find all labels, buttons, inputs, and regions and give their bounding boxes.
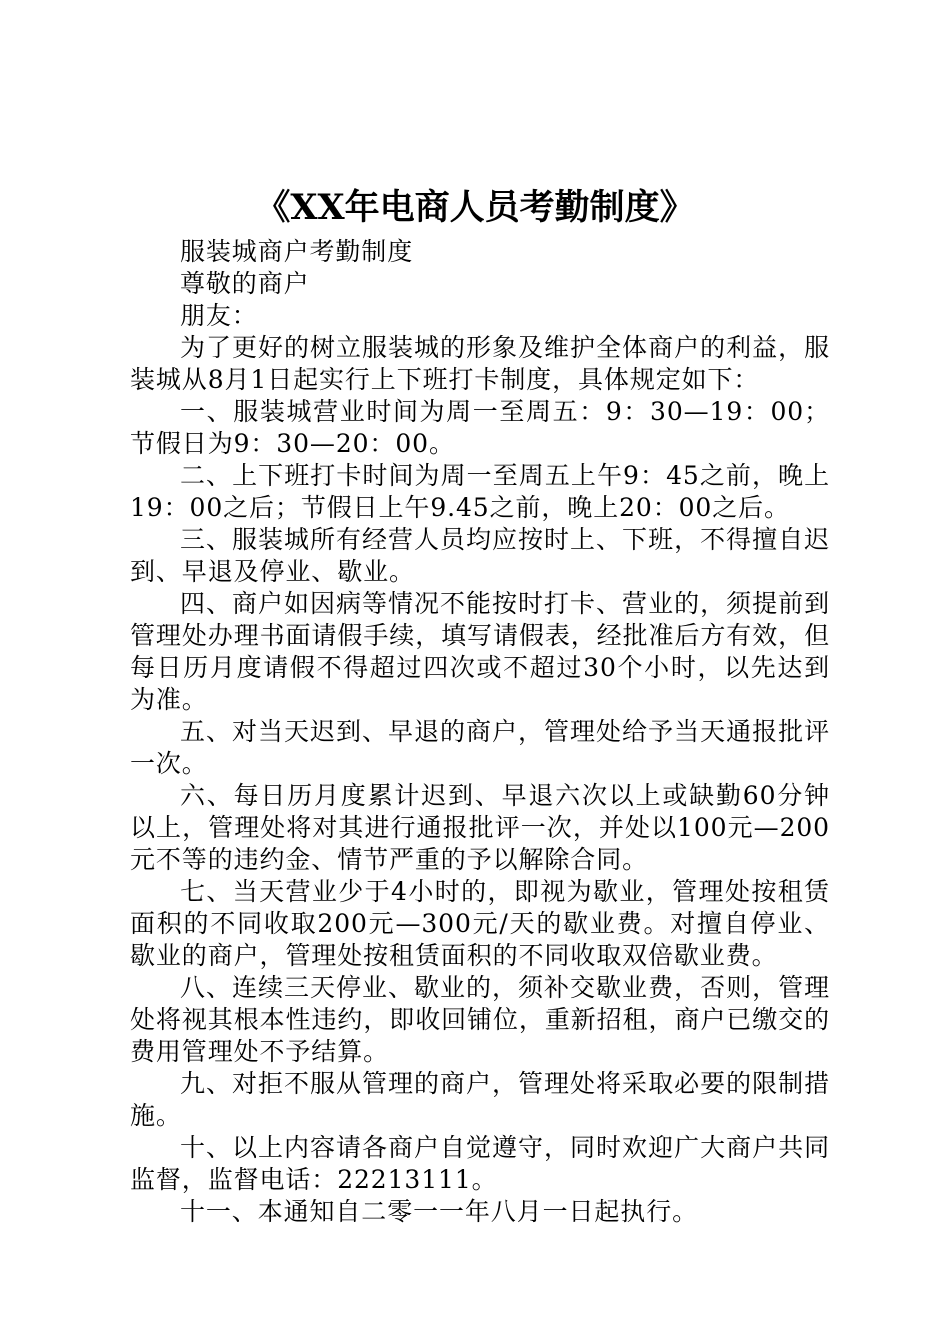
paragraph-rule-4: 四、商户如因病等情况不能按时打卡、营业的，须提前到管理处办理书面请假手续，填写请假表，经批准后方有效，但每日历月度请假不得超过四次或不超过30个小时，以先达到为准。 xyxy=(130,589,830,714)
paragraph-rule-3: 三、服装城所有经营人员均应按时上、下班，不得擅自迟到、早退及停业、歇业。 xyxy=(130,525,830,586)
paragraph-rule-5: 五、对当天迟到、早退的商户，管理处给予当天通报批评一次。 xyxy=(130,717,830,778)
paragraph-rule-9: 九、对拒不服从管理的商户，管理处将采取必要的限制措施。 xyxy=(130,1069,830,1130)
paragraph-rule-8: 八、连续三天停业、歇业的，须补交歇业费，否则，管理处将视其根本性违约，即收回铺位，重新招租，商户已缴交的费用管理处不予结算。 xyxy=(130,973,830,1066)
paragraph-rule-11: 十一、本通知自二零一一年八月一日起执行。 xyxy=(180,1197,699,1226)
paragraph-salutation-cont: 朋友： xyxy=(180,301,258,330)
paragraph-heading: 服装城商户考勤制度 xyxy=(180,237,414,266)
document-title: 《XX年电商人员考勤制度》 xyxy=(255,187,695,228)
paragraph-rule-2: 二、上下班打卡时间为周一至周五上午9：45之前，晚上19：00之后；节假日上午9.45之前，晚上20：00之后。 xyxy=(130,461,830,522)
paragraph-rule-1: 一、服装城营业时间为周一至周五：9：30—19：00；节假日为9：30—20：00。 xyxy=(130,397,830,458)
document-body xyxy=(130,236,830,1228)
paragraph-rule-10: 十、以上内容请各商户自觉遵守，同时欢迎广大商户共同监督，监督电话：22213111。 xyxy=(130,1133,830,1194)
paragraph-rule-6: 六、每日历月度累计迟到、早退六次以上或缺勤60分钟以上，管理处将对其进行通报批评一次，并处以100元—200元不等的违约金、情节严重的予以解除合同。 xyxy=(130,781,830,874)
paragraph-salutation: 尊敬的商户 xyxy=(180,269,310,298)
paragraph-rule-7: 七、当天营业少于4小时的，即视为歇业，管理处按租赁面积的不同收取200元—300元/天的歇业费。对擅自停业、歇业的商户，管理处按租赁面积的不同收取双倍歇业费。 xyxy=(130,877,830,970)
paragraph-intro: 为了更好的树立服装城的形象及维护全体商户的利益，服装城从8月1日起实行上下班打卡制度，具体规定如下： xyxy=(130,333,830,394)
